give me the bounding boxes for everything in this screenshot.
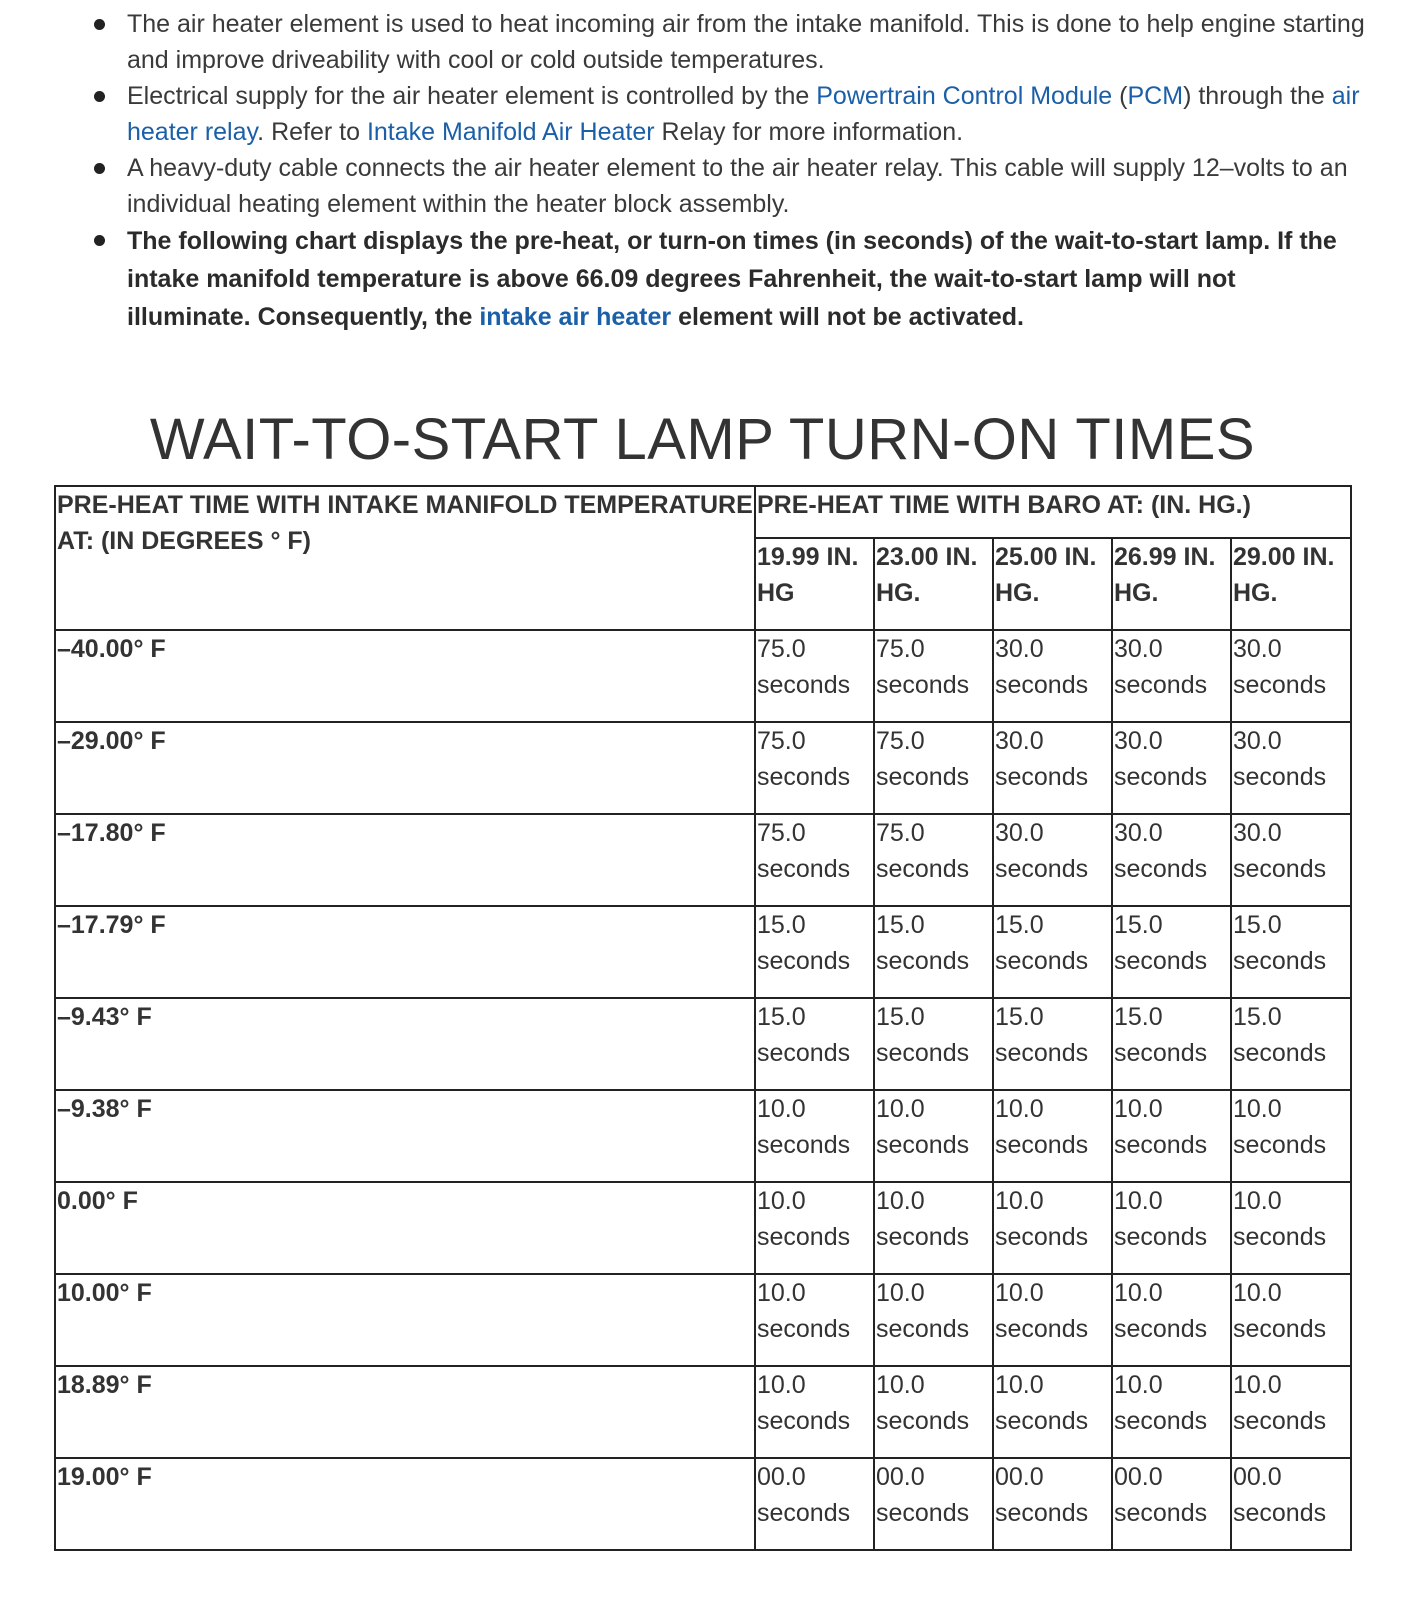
preheat-time-cell: 10.0 seconds bbox=[1112, 1274, 1231, 1366]
preheat-time-cell: 10.0 seconds bbox=[1231, 1366, 1351, 1458]
pcm-link[interactable]: PCM bbox=[1127, 82, 1184, 110]
temperature-cell: –17.79° F bbox=[55, 906, 755, 998]
bullet-text: The following chart displays the pre-heat, or turn-on times (in seconds) of the wait-to-start lamp. If the intake manifold temperature is above 66.09 degrees Fahrenheit, the wait-to-start lamp will not illuminate. Consequently, the bbox=[127, 227, 1337, 331]
header-row bbox=[55, 486, 1351, 538]
air-heater-relay-link[interactable]: air heater relay bbox=[127, 82, 1360, 146]
temperature-cell: 10.00° F bbox=[55, 1274, 755, 1366]
bullet-item bbox=[0, 222, 1405, 336]
preheat-time-cell: 10.0 seconds bbox=[993, 1182, 1112, 1274]
preheat-time-cell: 10.0 seconds bbox=[755, 1274, 874, 1366]
bullet-text: ( bbox=[1112, 82, 1128, 110]
bullet-item bbox=[0, 78, 1405, 150]
bullet-text: ) through the bbox=[1183, 82, 1332, 110]
table-title: WAIT-TO-START LAMP TURN-ON TIMES bbox=[149, 407, 1256, 472]
preheat-time-cell: 30.0 seconds bbox=[993, 722, 1112, 814]
temperature-cell: –17.80° F bbox=[55, 814, 755, 906]
preheat-time-cell: 30.0 seconds bbox=[993, 630, 1112, 722]
table-row bbox=[55, 1090, 1351, 1182]
preheat-time-cell: 10.0 seconds bbox=[874, 1274, 993, 1366]
preheat-time-cell: 75.0 seconds bbox=[874, 630, 993, 722]
preheat-time-cell: 30.0 seconds bbox=[1112, 814, 1231, 906]
baro-subheader: 23.00 IN. HG. bbox=[874, 538, 993, 630]
preheat-time-cell: 30.0 seconds bbox=[1231, 722, 1351, 814]
table-row bbox=[55, 814, 1351, 906]
preheat-time-cell: 10.0 seconds bbox=[1112, 1090, 1231, 1182]
bullet-text: element will not be activated. bbox=[671, 303, 1024, 331]
table-row bbox=[55, 906, 1351, 998]
preheat-time-cell: 10.0 seconds bbox=[993, 1366, 1112, 1458]
preheat-time-cell: 15.0 seconds bbox=[1112, 998, 1231, 1090]
bullet-dot-icon bbox=[94, 163, 105, 174]
temperature-cell: –9.43° F bbox=[55, 998, 755, 1090]
info-bullet-list bbox=[0, 6, 1405, 336]
preheat-time-cell: 30.0 seconds bbox=[1112, 630, 1231, 722]
preheat-time-cell: 10.0 seconds bbox=[1112, 1182, 1231, 1274]
preheat-time-cell: 15.0 seconds bbox=[993, 998, 1112, 1090]
table-row bbox=[55, 722, 1351, 814]
preheat-time-cell: 15.0 seconds bbox=[755, 906, 874, 998]
temperature-cell: –9.38° F bbox=[55, 1090, 755, 1182]
intake-manifold-air-heater-link[interactable]: Intake Manifold Air Heater bbox=[366, 118, 655, 146]
baro-subheader: 26.99 IN. HG. bbox=[1112, 538, 1231, 630]
temperature-cell: 19.00° F bbox=[55, 1458, 755, 1550]
preheat-time-cell: 15.0 seconds bbox=[1231, 998, 1351, 1090]
table-row bbox=[55, 1366, 1351, 1458]
preheat-time-cell: 10.0 seconds bbox=[874, 1090, 993, 1182]
preheat-time-cell: 00.0 seconds bbox=[1112, 1458, 1231, 1550]
preheat-time-cell: 10.0 seconds bbox=[993, 1090, 1112, 1182]
temperature-cell: –40.00° F bbox=[55, 630, 755, 722]
bullet-item bbox=[0, 150, 1405, 222]
preheat-time-cell: 75.0 seconds bbox=[755, 814, 874, 906]
intake-air-heater-link[interactable]: intake air heater bbox=[479, 303, 672, 331]
preheat-time-cell: 75.0 seconds bbox=[755, 722, 874, 814]
preheat-time-cell: 10.0 seconds bbox=[755, 1090, 874, 1182]
preheat-time-cell: 00.0 seconds bbox=[874, 1458, 993, 1550]
preheat-time-cell: 15.0 seconds bbox=[993, 906, 1112, 998]
preheat-time-cell: 75.0 seconds bbox=[755, 630, 874, 722]
baro-subheader: 29.00 IN. HG. bbox=[1231, 538, 1351, 630]
preheat-time-cell: 10.0 seconds bbox=[993, 1274, 1112, 1366]
preheat-time-cell: 10.0 seconds bbox=[1112, 1366, 1231, 1458]
preheat-time-cell: 30.0 seconds bbox=[1112, 722, 1231, 814]
temperature-cell: 18.89° F bbox=[55, 1366, 755, 1458]
bullet-dot-icon bbox=[94, 19, 105, 30]
preheat-time-cell: 30.0 seconds bbox=[1231, 814, 1351, 906]
bullet-text: Electrical supply for the air heater element is controlled by the bbox=[127, 82, 817, 110]
preheat-time-cell: 10.0 seconds bbox=[874, 1366, 993, 1458]
preheat-time-cell: 75.0 seconds bbox=[874, 814, 993, 906]
preheat-time-cell: 15.0 seconds bbox=[1112, 906, 1231, 998]
preheat-time-cell: 10.0 seconds bbox=[874, 1182, 993, 1274]
temperature-cell: –29.00° F bbox=[55, 722, 755, 814]
table-row bbox=[55, 1458, 1351, 1550]
temperature-column-header: PRE-HEAT TIME WITH INTAKE MANIFOLD TEMPERATURE AT: (IN DEGREES ° F) bbox=[55, 486, 755, 630]
preheat-time-cell: 15.0 seconds bbox=[874, 906, 993, 998]
wait-to-start-table bbox=[54, 485, 1352, 1551]
baro-subheader: 19.99 IN. HG bbox=[755, 538, 874, 630]
preheat-time-cell: 30.0 seconds bbox=[1231, 630, 1351, 722]
table-row bbox=[55, 1274, 1351, 1366]
preheat-time-cell: 15.0 seconds bbox=[1231, 906, 1351, 998]
baro-subheader: 25.00 IN. HG. bbox=[993, 538, 1112, 630]
bullet-text: The air heater element is used to heat incoming air from the intake manifold. This is done to help engine starting and improve driveability with cool or cold outside temperatures. bbox=[127, 10, 1365, 74]
preheat-time-cell: 30.0 seconds bbox=[993, 814, 1112, 906]
bullet-item bbox=[0, 6, 1405, 78]
preheat-time-cell: 00.0 seconds bbox=[1231, 1458, 1351, 1550]
preheat-time-cell: 00.0 seconds bbox=[993, 1458, 1112, 1550]
bullet-text: A heavy-duty cable connects the air heater element to the air heater relay. This cable will supply 12–volts to an individual heating element within the heater block assembly. bbox=[127, 154, 1348, 218]
table-row bbox=[55, 630, 1351, 722]
preheat-time-cell: 00.0 seconds bbox=[755, 1458, 874, 1550]
preheat-time-cell: 15.0 seconds bbox=[874, 998, 993, 1090]
preheat-time-cell: 75.0 seconds bbox=[874, 722, 993, 814]
bullet-text: . Refer to bbox=[257, 118, 367, 146]
bullet-dot-icon bbox=[94, 235, 105, 246]
bullet-dot-icon bbox=[94, 91, 105, 102]
temperature-cell: 0.00° F bbox=[55, 1182, 755, 1274]
preheat-time-cell: 10.0 seconds bbox=[1231, 1090, 1351, 1182]
powertrain-control-module-link[interactable]: Powertrain Control Module bbox=[816, 82, 1113, 110]
bullet-text: Relay for more information. bbox=[654, 118, 964, 146]
table-row bbox=[55, 1182, 1351, 1274]
baro-column-header: PRE-HEAT TIME WITH BARO AT: (IN. HG.) bbox=[755, 486, 1351, 538]
preheat-time-cell: 10.0 seconds bbox=[755, 1366, 874, 1458]
preheat-time-cell: 10.0 seconds bbox=[1231, 1274, 1351, 1366]
preheat-time-cell: 15.0 seconds bbox=[755, 998, 874, 1090]
table-row bbox=[55, 998, 1351, 1090]
preheat-time-cell: 10.0 seconds bbox=[755, 1182, 874, 1274]
preheat-time-cell: 10.0 seconds bbox=[1231, 1182, 1351, 1274]
